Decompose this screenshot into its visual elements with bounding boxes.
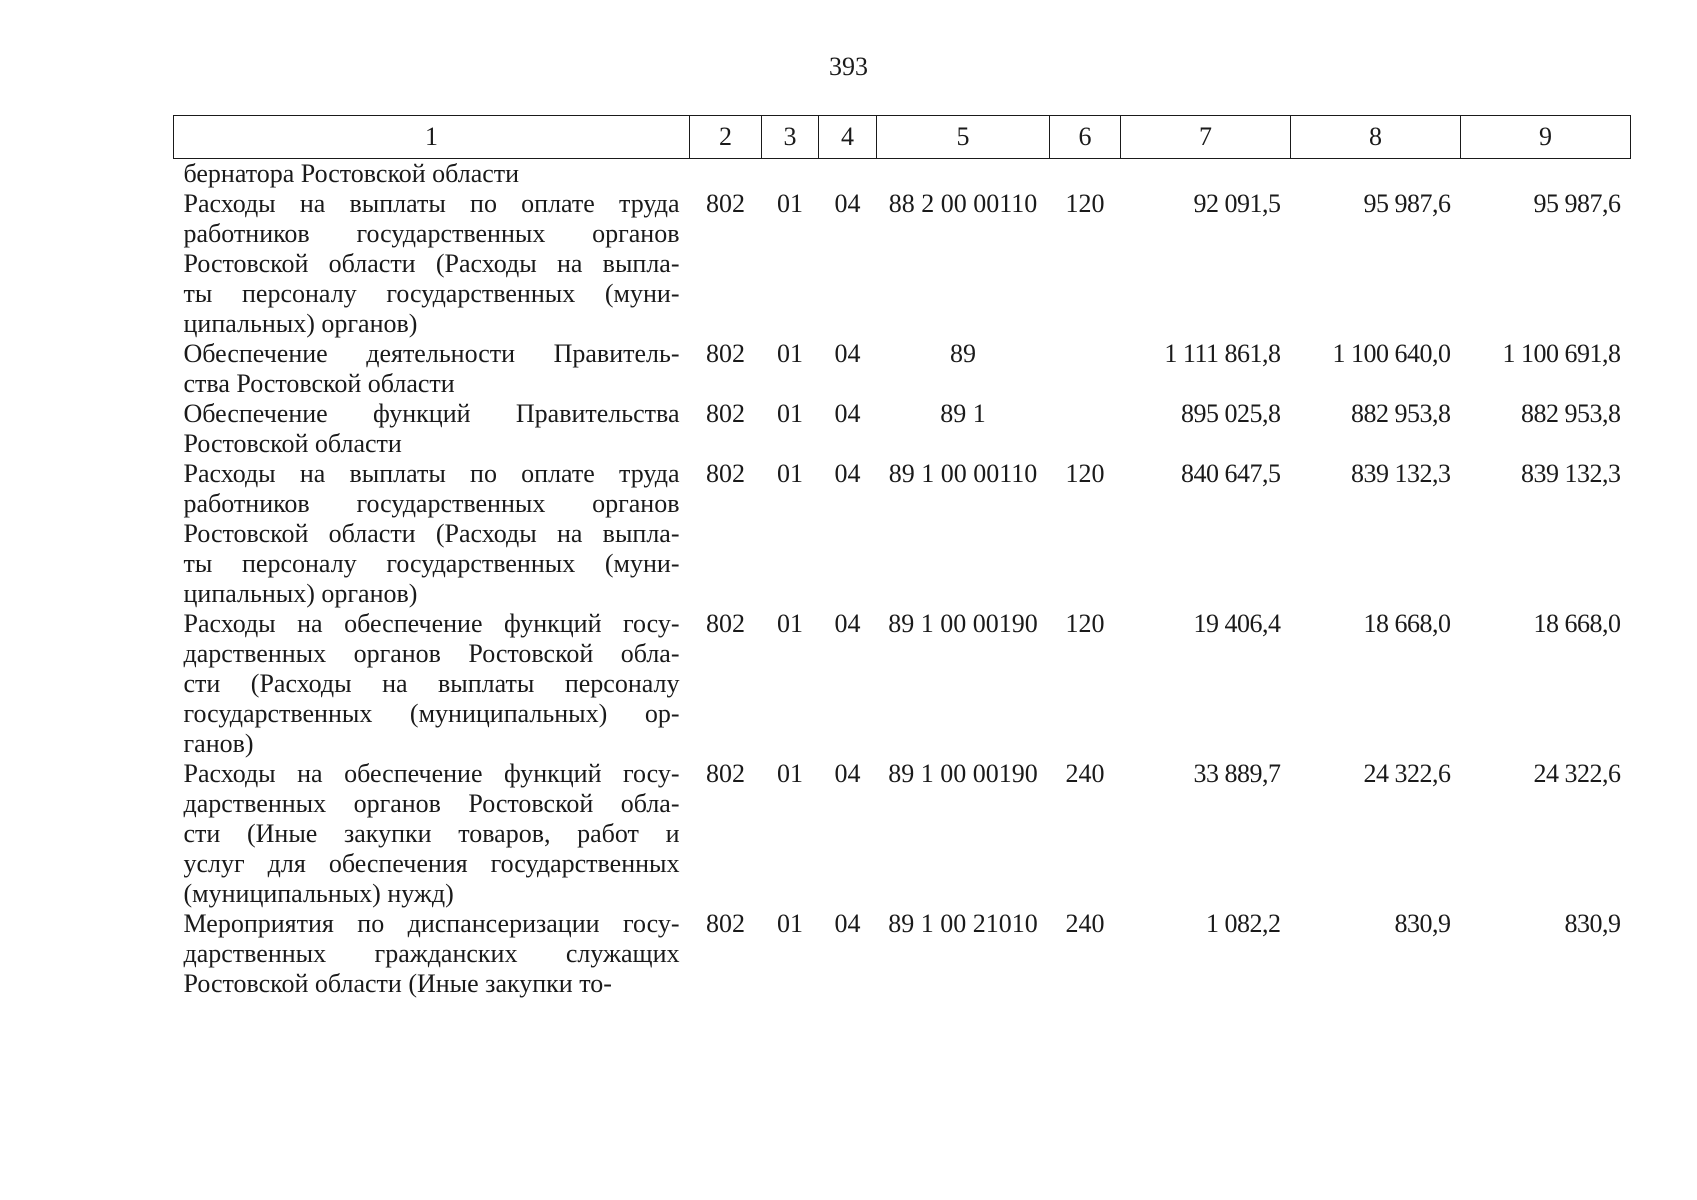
expense-name-line: работников государственных органов — [183, 219, 680, 248]
expense-name-line: государственных (муниципальных) ор- — [183, 699, 680, 728]
budget-table — [173, 115, 1631, 999]
column-header: 3 — [762, 116, 819, 159]
subsection-code-cell: 04 — [834, 189, 861, 218]
section-code-cell: 01 — [777, 339, 803, 368]
page-number: 393 — [829, 52, 868, 81]
expense-type-cell: 120 — [1065, 459, 1105, 488]
amount-col9-cell: 1 100 691,8 — [1502, 339, 1621, 368]
target-article-cell: 89 1 — [940, 399, 986, 428]
section-code-cell: 01 — [777, 189, 803, 218]
expense-name-line: Расходы на выплаты по оплате труда — [183, 189, 680, 218]
table-row — [174, 399, 1631, 459]
amount-col7-cell: 33 889,7 — [1193, 759, 1281, 788]
amount-col9-cell: 24 322,6 — [1533, 759, 1621, 788]
section-code-cell: 01 — [777, 399, 803, 428]
amount-col8-cell: 95 987,6 — [1363, 189, 1451, 218]
table-row — [174, 339, 1631, 399]
target-article-cell: 88 2 00 00110 — [888, 189, 1038, 218]
column-number-header-row — [174, 116, 1631, 159]
expense-name-cell — [174, 459, 690, 609]
subsection-code-cell: 04 — [834, 909, 861, 938]
expense-type-cell: 120 — [1065, 189, 1105, 218]
expense-name-line: ства Ростовской области — [183, 369, 455, 398]
expense-name-line: услуг для обеспечения государственных — [183, 849, 680, 878]
table-row — [174, 459, 1631, 609]
table-row — [174, 759, 1631, 909]
expense-name-line: Обеспечение деятельности Правитель- — [183, 339, 680, 368]
expense-name-line: ганов) — [183, 729, 254, 758]
expense-name-line: Расходы на выплаты по оплате труда — [183, 459, 680, 488]
amount-col8-cell: 18 668,0 — [1363, 609, 1451, 638]
expense-name-cell — [174, 609, 690, 759]
expense-name-cell — [174, 759, 690, 909]
amount-col7-cell: 840 647,5 — [1181, 459, 1281, 488]
expense-name-line: дарственных органов Ростовской обла- — [183, 789, 680, 818]
expense-type-cell: 240 — [1065, 909, 1105, 938]
amount-col7-cell: 1 111 861,8 — [1164, 339, 1281, 368]
ministry-code-cell: 802 — [706, 189, 745, 218]
ministry-code-cell: 802 — [706, 609, 745, 638]
ministry-code-cell: 802 — [706, 399, 745, 428]
subsection-code-cell: 04 — [834, 759, 861, 788]
section-code-cell: 01 — [777, 909, 803, 938]
continuation-row — [174, 159, 1631, 190]
column-header: 1 — [174, 116, 690, 159]
amount-col7-cell: 19 406,4 — [1193, 609, 1281, 638]
column-header: 9 — [1461, 116, 1631, 159]
amount-col9-cell: 18 668,0 — [1533, 609, 1621, 638]
target-article-cell: 89 1 00 00190 — [888, 609, 1038, 638]
column-header: 5 — [877, 116, 1050, 159]
expense-name-line: Ростовской области (Иные закупки то- — [183, 969, 612, 998]
table-row — [174, 189, 1631, 339]
section-code-cell: 01 — [777, 459, 803, 488]
column-header: 7 — [1121, 116, 1291, 159]
expense-name-line: Обеспечение функций Правительства — [183, 399, 680, 428]
expense-name-line: ты персоналу государственных (муни- — [183, 549, 680, 578]
target-article-cell: 89 — [950, 339, 976, 368]
column-header: 4 — [819, 116, 877, 159]
amount-col8-cell: 1 100 640,0 — [1332, 339, 1451, 368]
ministry-code-cell: 802 — [706, 339, 745, 368]
ministry-code-cell: 802 — [706, 759, 745, 788]
target-article-cell: 89 1 00 00110 — [888, 459, 1038, 488]
section-code-cell: 01 — [777, 759, 803, 788]
expense-name-line: Мероприятия по диспансеризации госу- — [183, 909, 680, 938]
expense-name-line: дарственных органов Ростовской обла- — [183, 639, 680, 668]
continuation-text: бернатора Ростовской области — [183, 159, 520, 188]
expense-name-line: сти (Расходы на выплаты персоналу — [183, 669, 680, 698]
column-header: 8 — [1291, 116, 1461, 159]
expense-name-line: ты персоналу государственных (муни- — [183, 279, 680, 308]
expense-name-line: ципальных) органов) — [183, 579, 418, 608]
expense-type-cell — [1050, 399, 1121, 459]
expense-name-line: работников государственных органов — [183, 489, 680, 518]
expense-name-line: Ростовской области — [183, 429, 402, 458]
expense-name-line: Расходы на обеспечение функций госу- — [183, 609, 680, 638]
amount-col7-cell: 895 025,8 — [1181, 399, 1281, 428]
amount-col8-cell: 882 953,8 — [1351, 399, 1451, 428]
table-row — [174, 909, 1631, 999]
expense-name-cell — [174, 399, 690, 459]
target-article-cell: 89 1 00 00190 — [888, 759, 1038, 788]
target-article-cell: 89 1 00 21010 — [888, 909, 1038, 938]
column-header: 2 — [690, 116, 762, 159]
amount-col7-cell: 92 091,5 — [1193, 189, 1281, 218]
expense-name-line: Расходы на обеспечение функций госу- — [183, 759, 680, 788]
amount-col8-cell: 839 132,3 — [1351, 459, 1451, 488]
expense-name-line: дарственных гражданских служащих — [183, 939, 680, 968]
table-row — [174, 609, 1631, 759]
expense-name-cell — [174, 189, 690, 339]
expense-name-cell — [174, 339, 690, 399]
expense-name-cell — [174, 909, 690, 999]
table-body — [174, 159, 1631, 1000]
expense-name-line: Ростовской области (Расходы на выпла- — [183, 519, 680, 548]
expense-name-line: ципальных) органов) — [183, 309, 418, 338]
amount-col8-cell: 24 322,6 — [1363, 759, 1451, 788]
amount-col9-cell: 95 987,6 — [1533, 189, 1621, 218]
subsection-code-cell: 04 — [834, 459, 861, 488]
expense-type-cell: 240 — [1065, 759, 1105, 788]
subsection-code-cell: 04 — [834, 399, 861, 428]
amount-col9-cell: 882 953,8 — [1521, 399, 1621, 428]
ministry-code-cell: 802 — [706, 909, 745, 938]
ministry-code-cell: 802 — [706, 459, 745, 488]
section-code-cell: 01 — [777, 609, 803, 638]
amount-col7-cell: 1 082,2 — [1206, 909, 1281, 938]
expense-type-cell — [1050, 339, 1121, 399]
amount-col8-cell: 830,9 — [1394, 909, 1451, 938]
amount-col9-cell: 839 132,3 — [1521, 459, 1621, 488]
expense-name-line: (муниципальных) нужд) — [183, 879, 454, 908]
expense-type-cell: 120 — [1065, 609, 1105, 638]
column-header: 6 — [1050, 116, 1121, 159]
subsection-code-cell: 04 — [834, 339, 861, 368]
expense-name-line: сти (Иные закупки товаров, работ и — [183, 819, 680, 848]
subsection-code-cell: 04 — [834, 609, 861, 638]
expense-name-line: Ростовской области (Расходы на выпла- — [183, 249, 680, 278]
amount-col9-cell: 830,9 — [1564, 909, 1621, 938]
